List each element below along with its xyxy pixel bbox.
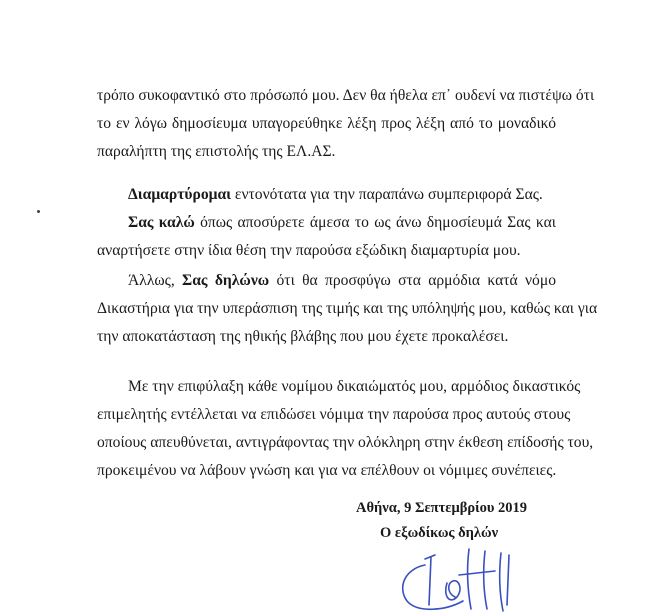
paragraph-2-line-4-rest: ότι θα προσφύγω στα αρμόδια κατά νόμο: [269, 272, 556, 289]
paragraph-2-line-2: [128, 213, 556, 233]
paragraph-2-line-2-rest: όπως αποσύρετε άμεσα το ως άνω δημοσίευμά Σας και: [194, 214, 556, 231]
paragraph-3-line-3: οποίους απευθύνεται, αντιγράφοντας την ολόκληρη στην έκθεση επίδοσής του,: [97, 434, 594, 451]
paragraph-2-line-5: Δικαστήρια για την υπεράσπιση της τιμής και της υπόληψής μου, καθώς και για: [97, 300, 598, 317]
paragraph-3-line-2: επιμελητής εντέλλεται να επιδώσει νόμιμα την παρούσα προς αυτούς στους: [97, 406, 571, 423]
bold-protest-word: Διαμαρτύρομαι: [128, 186, 232, 203]
paragraph-3-line-4: προκειμένου να λάβουν γνώση και για να επέλθουν οι νόμιμες συνέπειες.: [97, 462, 557, 479]
paragraph-1-line-3: παραλήπτη της επιστολής της ΕΛ.ΑΣ.: [97, 143, 336, 160]
declarant-label: Ο εξωδίκως δηλών: [380, 525, 499, 541]
paragraph-1-line-2: το εν λόγω δημοσίευμα υπαγορεύθηκε λέξη προς λέξη από το μοναδικό: [97, 115, 556, 132]
bold-declare-phrase: Σας δηλώνω: [182, 272, 270, 289]
handwritten-signature: [385, 535, 535, 613]
paragraph-2-line-3: αναρτήσετε στην ίδια θέση την παρούσα εξώδικη διαμαρτυρία μου.: [97, 242, 521, 259]
paragraph-2-line-4: [128, 271, 556, 291]
paragraph-2-line-4-lead: Άλλως,: [128, 272, 183, 289]
paragraph-2-line-1-rest: εντονότατα για την παραπάνω συμπεριφορά Σας.: [231, 186, 543, 203]
paragraph-3-line-1: Με την επιφύλαξη κάθε νομίμου δικαιώματός μου, αρμόδιος δικαστικός: [128, 378, 581, 395]
stray-dot: [37, 210, 40, 213]
paragraph-2-line-6: την αποκατάσταση της ηθικής βλάβης που μου έχετε προκαλέσει.: [97, 328, 509, 345]
bold-call-phrase: Σας καλώ: [128, 214, 195, 231]
place-date: Αθήνα, 9 Σεπτεμβρίου 2019: [356, 500, 527, 516]
paragraph-2-line-1: [128, 185, 556, 205]
paragraph-1-line-1: τρόπο συκοφαντικό στο πρόσωπό μου. Δεν θα ήθελα επ᾽ ουδενί να πιστέψω ότι: [97, 87, 595, 104]
